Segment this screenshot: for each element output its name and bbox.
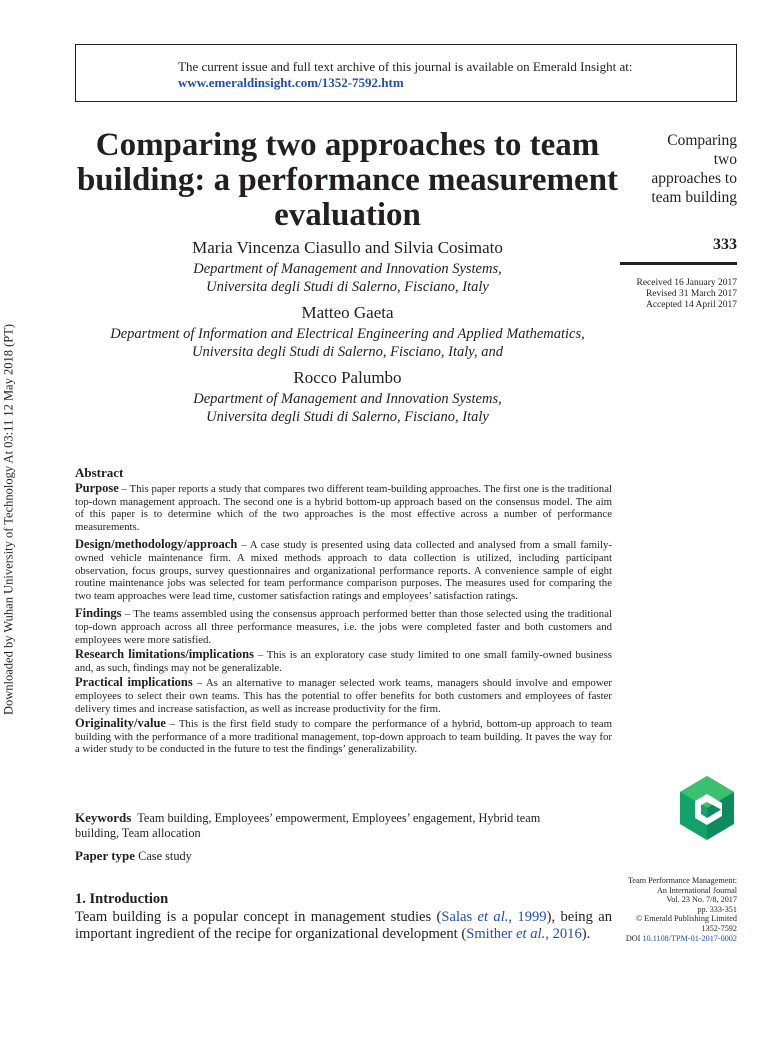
- accepted-date: Accepted 14 April 2017: [645, 300, 737, 310]
- journal-info-line: Team Performance Management:: [628, 876, 737, 885]
- abstract-label: Design/methodology/approach: [75, 537, 238, 552]
- citation-year: , 2016: [545, 926, 582, 942]
- paper-type-label: Paper type: [75, 848, 136, 863]
- journal-info-line: pp. 333-351: [697, 904, 737, 914]
- intro-paragraph: [75, 909, 612, 943]
- doi-label: DOI: [625, 933, 641, 943]
- journal-info-line: An International Journal: [656, 885, 737, 895]
- archive-text-block: [178, 59, 633, 91]
- abstract-text: – This is the first field study to compare the performance of a hybrid, bottom-up approach to team building with the performance of a more traditional management, top-down approach to team building. It paves the way for a wider study to be conducted in the future to test the findings’ generalizability.: [75, 718, 612, 756]
- archive-box: [75, 44, 737, 102]
- abstract-originality: [75, 717, 612, 756]
- abstract-heading: Abstract: [75, 465, 124, 480]
- download-note: Downloaded by Wuhan University of Technology At 03:11 12 May 2018 (PT): [1, 323, 16, 716]
- paper-type-text: Case study: [138, 849, 192, 863]
- received-date: Received 16 January 2017: [636, 278, 737, 288]
- journal-info: [590, 876, 737, 943]
- abstract-purpose: [75, 482, 612, 533]
- keywords-label: Keywords: [75, 810, 132, 825]
- paper-type: [75, 848, 192, 864]
- archive-link[interactable]: www.emeraldinsight.com/1352-7592.htm: [178, 75, 404, 90]
- abstract-design: [75, 538, 612, 602]
- keywords-text: Team building, Employees’ empowerment, Employees’ engagement, Hybrid team building, Team allocation: [75, 811, 541, 840]
- abstract-limitations: [75, 648, 612, 674]
- citation-etal: et al.: [516, 926, 546, 942]
- author-names-1: Maria Vincenza Ciasullo and Silvia Cosimato: [192, 238, 503, 257]
- running-head-line: Comparing: [667, 132, 737, 149]
- citation-author: Salas: [441, 909, 478, 925]
- running-head-line: approaches to: [651, 170, 737, 187]
- archive-text: The current issue and full text archive of this journal is available on Emerald Insight at:: [178, 59, 633, 74]
- abstract-text: – The teams assembled using the consensus approach performed better than those selected using the traditional top-down approach across all three performance measures, i.e. the jobs were completed faster and both customers and employees were more satisfied.: [75, 608, 612, 646]
- emerald-logo-icon: [677, 776, 737, 840]
- intro-text: ), being an important ingredient of the recipe for organizational development (: [75, 909, 612, 942]
- author-names-3: Rocco Palumbo: [293, 368, 402, 387]
- intro-text: ).: [581, 926, 591, 942]
- running-head: [620, 131, 737, 207]
- paper-title: Comparing two approaches to team building: a performance measurement evaluation: [76, 127, 619, 233]
- abstract-findings: [75, 607, 612, 646]
- section-heading-introduction: 1. Introduction: [75, 891, 169, 907]
- abstract-practical: [75, 676, 612, 715]
- keywords: [75, 810, 545, 841]
- page-number: 333: [713, 236, 737, 253]
- affiliation-3-line-1: Department of Management and Innovation Systems,: [193, 391, 502, 407]
- doi-link[interactable]: 10.1108/TPM-01-2017-0002: [642, 933, 737, 943]
- abstract-label: Findings: [75, 606, 122, 621]
- abstract-label: Practical implications: [75, 675, 193, 690]
- journal-info-line: © Emerald Publishing Limited: [635, 914, 737, 924]
- abstract-text: – This is an exploratory case study limited to one small family-owned business and, as such, findings may not be generalizable.: [75, 649, 612, 674]
- citation-smither[interactable]: [466, 926, 582, 942]
- intro-text: Team building is a popular concept in management studies (: [75, 909, 442, 925]
- sidebar-rule: [620, 262, 737, 265]
- running-head-line: team building: [651, 189, 737, 206]
- citation-etal: et al.: [477, 909, 509, 925]
- abstract-text: – This paper reports a study that compares two different team-building approaches. The first one is the traditional top-down management approach. The second one is a hybrid bottom-up approach based on the consensus model. The aim of this paper is to determine which of the two approaches is the most effective across a number of performance measurements.: [75, 483, 612, 533]
- citation-author: Smither: [466, 926, 517, 942]
- abstract-text: – A case study is presented using data collected and analysed from a small family-owned vehicle maintenance firm. A mixed methods approach to data collection is utilized, including participant observation, focus groups, survey questionnaires and organizational performance reports. A convenience sample of eight routine maintenance jobs was selected for team performance comparison purposes. The measures used for comparing the two team approaches were lead time, customer satisfaction ratings and employees’ satisfaction ratings.: [75, 539, 612, 602]
- running-head-line: two: [713, 151, 737, 168]
- author-names-2: Matteo Gaeta: [301, 303, 394, 322]
- article-dates: [600, 278, 737, 311]
- citation-year: , 1999: [508, 909, 547, 925]
- journal-info-line: Vol. 23 No. 7/8, 2017: [666, 895, 737, 905]
- doi-line: [590, 934, 737, 944]
- affiliation-1-line-2: Universita degli Studi di Salerno, Fisciano, Italy: [206, 279, 489, 295]
- affiliation-2-line-2: Universita degli Studi di Salerno, Fisciano, Italy, and: [192, 344, 503, 360]
- revised-date: Revised 31 March 2017: [645, 289, 737, 299]
- abstract: [75, 465, 612, 761]
- abstract-label: Purpose: [75, 481, 119, 495]
- affiliation-1-line-1: Department of Management and Innovation Systems,: [193, 261, 502, 277]
- abstract-text: – As an alternative to manager selected work teams, managers should involve and empower employees to select their own teams. This has the potential to offer benefits for both customers and employees of faster delivery times and increase satisfaction, as well as increase productivity for the firm.: [75, 677, 613, 715]
- citation-salas[interactable]: [441, 909, 546, 925]
- affiliation-3-line-2: Universita degli Studi di Salerno, Fisciano, Italy: [206, 409, 489, 425]
- journal-info-line: 1352-7592: [701, 923, 737, 933]
- abstract-label: Research limitations/implications: [75, 647, 254, 662]
- abstract-label: Originality/value: [75, 716, 166, 731]
- affiliation-2-line-1: Department of Information and Electrical Engineering and Applied Mathematics,: [110, 326, 585, 342]
